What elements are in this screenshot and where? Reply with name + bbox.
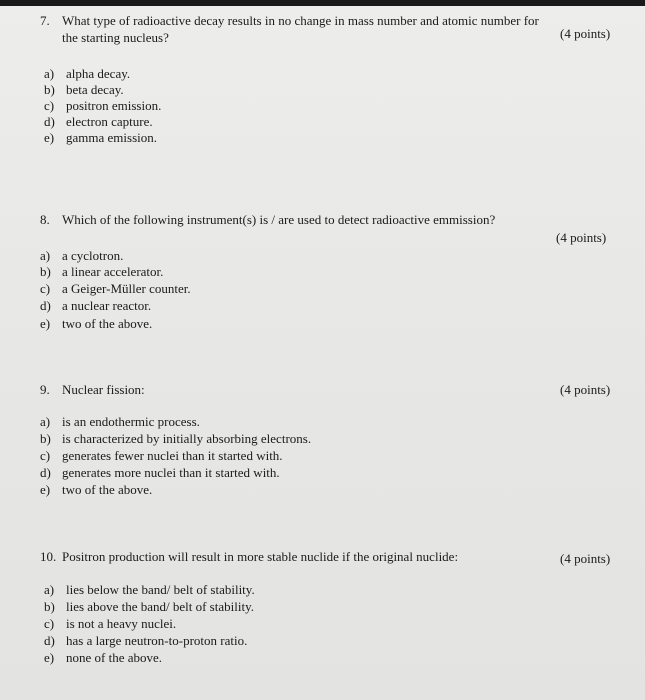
option-b[interactable] [44, 599, 254, 615]
question-text-line1: Which of the following instrument(s) is / are used to detect radioactive emmission? [62, 212, 496, 227]
points-label: (4 points) [556, 230, 607, 245]
option-letter: e) [40, 316, 51, 331]
option-d[interactable] [44, 633, 247, 649]
option-a[interactable] [44, 66, 130, 82]
option-text: is an endothermic process. [62, 414, 200, 429]
option-text: generates fewer nuclei than it started with. [62, 448, 283, 463]
question-text-line1: Nuclear fission: [62, 382, 145, 397]
option-letter: d) [44, 633, 55, 648]
points-label: (4 points) [560, 26, 611, 41]
points-label: (4 points) [560, 382, 611, 397]
top-edge-shadow [0, 0, 645, 6]
option-text: alpha decay. [66, 66, 131, 81]
option-letter: b) [40, 431, 51, 446]
option-text: a cyclotron. [62, 248, 124, 263]
option-letter: c) [40, 281, 51, 296]
option-text: has a large neutron-to-proton ratio. [66, 633, 248, 648]
option-c[interactable] [40, 281, 191, 297]
question-text-line1: What type of radioactive decay results in no change in mass number and atomic number for [62, 13, 539, 28]
option-c[interactable] [44, 616, 176, 632]
option-letter: e) [44, 130, 55, 145]
option-text: lies below the band/ belt of stability. [66, 582, 255, 597]
option-letter: b) [44, 82, 55, 97]
question-number: 8. [40, 212, 50, 227]
question-text-line2: the starting nucleus? [62, 30, 169, 45]
option-letter: b) [40, 264, 51, 279]
question-number: 9. [40, 382, 50, 397]
option-text: generates more nuclei than it started with. [62, 465, 280, 480]
option-d[interactable] [40, 298, 151, 314]
option-text: none of the above. [66, 650, 163, 665]
option-text: a linear accelerator. [62, 264, 164, 279]
option-letter: e) [40, 482, 51, 497]
option-b[interactable] [40, 431, 311, 447]
option-a[interactable] [40, 248, 123, 264]
option-c[interactable] [44, 98, 161, 114]
option-e[interactable] [44, 650, 162, 666]
option-b[interactable] [44, 82, 124, 98]
option-text: a nuclear reactor. [62, 298, 152, 313]
option-c[interactable] [40, 448, 283, 464]
option-d[interactable] [40, 465, 280, 481]
option-letter: e) [44, 650, 55, 665]
question-number: 10. [40, 549, 57, 564]
option-text: two of the above. [62, 482, 153, 497]
option-text: is not a heavy nuclei. [66, 616, 177, 631]
points-label: (4 points) [560, 551, 611, 566]
option-e[interactable] [40, 482, 152, 498]
option-text: electron capture. [66, 114, 153, 129]
option-e[interactable] [40, 316, 152, 332]
option-text: a Geiger-Müller counter. [62, 281, 191, 296]
option-text: beta decay. [66, 82, 124, 97]
option-b[interactable] [40, 264, 163, 280]
option-letter: c) [44, 98, 55, 113]
option-text: gamma emission. [66, 130, 157, 145]
option-text: two of the above. [62, 316, 153, 331]
option-a[interactable] [44, 582, 255, 598]
option-letter: d) [44, 114, 55, 129]
option-letter: a) [44, 582, 55, 597]
option-letter: b) [44, 599, 55, 614]
question-number: 7. [40, 13, 50, 28]
option-e[interactable] [44, 130, 157, 146]
question-text-line1: Positron production will result in more stable nuclide if the original nuclide: [62, 549, 459, 564]
option-letter: a) [44, 66, 55, 81]
option-d[interactable] [44, 114, 153, 130]
option-letter: a) [40, 248, 51, 263]
option-a[interactable] [40, 414, 200, 430]
option-text: positron emission. [66, 98, 162, 113]
option-text: is characterized by initially absorbing electrons. [62, 431, 312, 446]
option-text: lies above the band/ belt of stability. [66, 599, 254, 614]
option-letter: d) [40, 465, 51, 480]
option-letter: d) [40, 298, 51, 313]
option-letter: c) [40, 448, 51, 463]
option-letter: a) [40, 414, 51, 429]
option-letter: c) [44, 616, 55, 631]
